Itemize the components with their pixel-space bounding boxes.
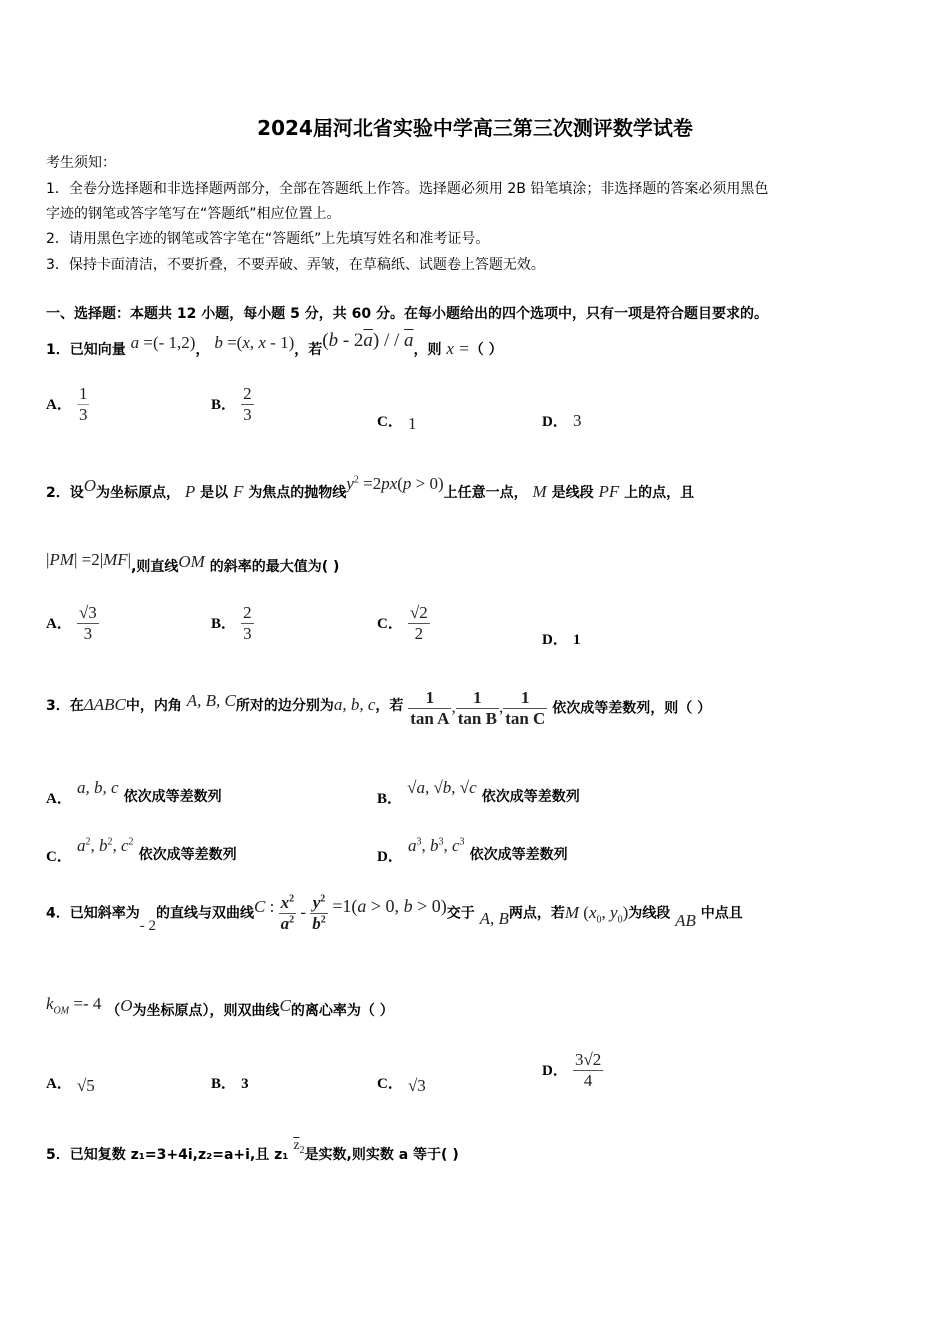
option-3-d[interactable]: D． $a^3$, $b^3$, $c^3$ 依次成等差数列 (377, 836, 568, 865)
question-2-line-2: |PM| =2|MF|,则直线OM 的斜率的最大值为( ) (46, 550, 340, 575)
option-1-d[interactable]: D． 3 (542, 411, 582, 430)
fraction-y2-b2: $\frac{y^2}{b^2}$ (312, 893, 326, 933)
question-4-line-2: $k_{OM} =- 4$ （O为坐标原点），则双曲线C的离心率为（ ） (46, 994, 394, 1019)
notice-item: 2．请用黑色字迹的钢笔或答字笔在“答题纸”上先填写姓名和准考证号。 (46, 231, 490, 247)
math-z2-conjugate: $\overline{z}_2$ (293, 1138, 305, 1156)
math-parabola: $y^2 =2px(p > 0)$ (346, 474, 444, 493)
fraction: $\frac{1}{3}$ (78, 384, 88, 424)
option-3-b[interactable]: B． √a, √b, √c 依次成等差数列 (377, 778, 580, 807)
notice-item: 字迹的钢笔或答字笔写在“答题纸”相应位置上。 (46, 206, 341, 222)
math-cubes: $a^3$, $b^3$, $c^3$ (407, 836, 465, 855)
page-title: 2024届河北省实验中学高三第三次测评数学试卷 (257, 116, 693, 140)
option-2-a[interactable]: A． $\frac{√3}{3}$ (46, 603, 97, 643)
question-5: 5．已知复数 z₁=3+4i,z₂=a+i,且 z₁ $\overline{z}_2$是实数,则实数 a 等于( ) (46, 1138, 459, 1163)
question-4: 4．已知斜率为- 2的直线与双曲线C : $\frac{x^2}{a^2}$ - $\frac{y^2}{b^2}$ =1(a > 0, b > 0)交于 A, B两点，若M ($x_0$, $y_0$)为线段 AB 中点且 (46, 893, 743, 934)
option-4-a[interactable]: A． √5 (46, 1076, 95, 1095)
fraction-tan-c: $\frac{1}{\text{tan C}}$ (505, 688, 546, 728)
option-2-d[interactable]: D． 1 (542, 632, 581, 648)
math-condition: |PM| =2|MF| (46, 550, 132, 569)
question-3: 3．在ΔABC中，内角 A, B, C所对的边分别为a, b, c，若 $\frac{1}{\text{tan A}}$ , $\frac{1}{\text{tan B}}$ , $\frac{1}{\text{tan C}}$ 依次成等差数列，则（ ） (46, 688, 712, 728)
fraction: $\frac{3√2}{4}$ (574, 1050, 602, 1090)
option-3-c[interactable]: C． $a^2$, $b^2$, $c^2$ 依次成等差数列 (46, 836, 237, 865)
math-sqrt-abc: √a, √b, √c (407, 778, 477, 797)
fraction: $\frac{2}{3}$ (243, 603, 252, 643)
fraction-tan-a: $\frac{1}{\text{tan A}}$ (410, 688, 450, 728)
fraction: $\frac{2}{3}$ (243, 384, 252, 424)
fraction-tan-b: $\frac{1}{\text{tan B}}$ (457, 688, 497, 728)
option-3-a[interactable]: A． a, b, c 依次成等差数列 (46, 778, 222, 807)
notice-item: 3．保持卡面清洁，不要折叠，不要弄破、弄皱，在草稿纸、试题卷上答题无效。 (46, 257, 545, 273)
section-heading: 一、选择题：本题共 12 小题，每小题 5 分，共 60 分。在每小题给出的四个选项中，只有一项是符合题目要求的。 (46, 306, 768, 322)
question-1: 1．已知向量 a =(- 1,2)， b =(x, x - 1)，若$(b - 2\overline{a})$ / / $\overline{a}$，则 x =（ ） (46, 330, 503, 358)
notice-heading: 考生须知： (46, 155, 116, 171)
math-vector-b: b =(x, x - 1) (214, 333, 295, 352)
option-2-c[interactable]: C． $\frac{√2}{2}$ (377, 603, 428, 643)
math-parallel: $(b - 2\overline{a})$ / / $\overline{a}$ (322, 330, 414, 351)
math-midpoint: M ($x_0$, $y_0$) (564, 902, 629, 925)
fraction: $\frac{√3}{3}$ (78, 603, 97, 643)
notice-item: 1．全卷分选择题和非选择题两部分，全部在答题纸上作答。选择题必须用 2B 铅笔填涂；非选择题的答案必须用黑色 (46, 181, 769, 197)
fraction-x2-a2: $\frac{x^2}{a^2}$ (280, 893, 295, 933)
option-4-d[interactable]: D． $\frac{3√2}{4}$ (542, 1050, 602, 1090)
option-4-b[interactable]: B． 3 (211, 1076, 249, 1092)
option-2-b[interactable]: B． $\frac{2}{3}$ (211, 603, 252, 643)
option-1-a[interactable]: A． $\frac{1}{3}$ (46, 384, 88, 424)
question-number: 1． (46, 342, 70, 358)
math-slope-om: $k_{OM} =- 4$ (46, 994, 102, 1017)
option-1-b[interactable]: B． $\frac{2}{3}$ (211, 384, 252, 424)
math-vector-a: a =(- 1,2) (130, 333, 196, 352)
fraction: $\frac{√2}{2}$ (409, 603, 428, 643)
math-x: x = (446, 339, 470, 358)
option-1-c[interactable]: C． 1 (377, 414, 417, 433)
option-4-c[interactable]: C． √3 (377, 1076, 426, 1095)
math-squares: $a^2$, $b^2$, $c^2$ (76, 836, 134, 855)
question-2: 2．设O为坐标原点， P 是以 F 为焦点的抛物线$y^2 =2px(p > 0)$上任意一点， M 是线段 PF 上的点，且 (46, 474, 695, 501)
